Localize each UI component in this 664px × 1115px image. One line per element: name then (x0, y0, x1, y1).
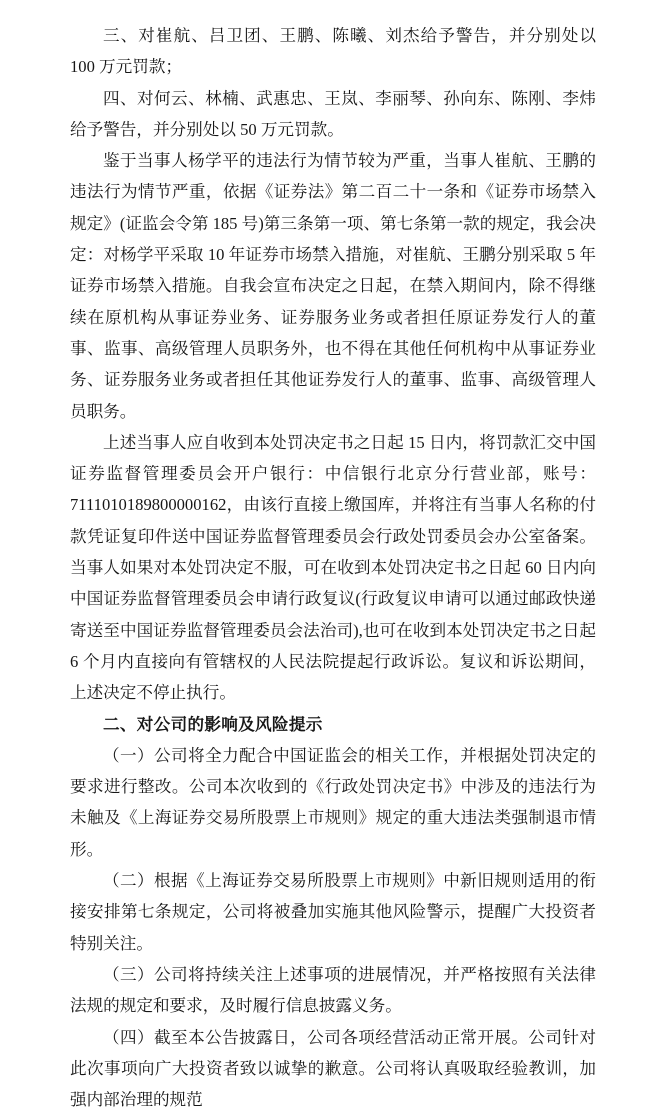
paragraph-impact-item-4: （四）截至本公告披露日，公司各项经营活动正常开展。公司针对此次事项向广大投资者致以诚挚的歉意。公司将认真吸取经验教训，加强内部治理的规范 (70, 1022, 596, 1115)
paragraph-impact-item-2: （二）根据《上海证券交易所股票上市规则》中新旧规则适用的衔接安排第七条规定，公司将被叠加实施其他风险警示，提醒广大投资者特别关注。 (70, 865, 596, 959)
document-text-body (70, 20, 596, 1115)
section-heading-company-impact: 二、对公司的影响及风险提示 (70, 709, 596, 740)
paragraph-payment-and-appeal: 上述当事人应自收到本处罚决定书之日起 15 日内，将罚款汇交中国证券监督管理委员会开户银行：中信银行北京分行营业部，账号：7111010189800000162，由该行直接上缴国库，并将注有当事人名称的付款凭证复印件送中国证券监督管理委员会行政处罚委员会办公室备案。当事人如果对本处罚决定不服，可在收到本处罚决定书之日起 60 日内向中国证券监督管理委员会申请行政复议(行政复议申请可以通过邮政快递寄送至中国证券监督管理委员会法治司),也可在收到本处罚决定书之日起 6 个月内直接向有管辖权的人民法院提起行政诉讼。复议和诉讼期间，上述决定不停止执行。 (70, 427, 596, 709)
paragraph-impact-item-1: （一）公司将全力配合中国证监会的相关工作，并根据处罚决定的要求进行整改。公司本次收到的《行政处罚决定书》中涉及的违法行为未触及《上海证券交易所股票上市规则》规定的重大违法类强制退市情形。 (70, 740, 596, 865)
paragraph-item-three: 三、对崔航、吕卫团、王鹏、陈曦、刘杰给予警告，并分别处以 100 万元罚款； (70, 20, 596, 83)
paragraph-impact-item-3: （三）公司将持续关注上述事项的进展情况，并严格按照有关法律法规的规定和要求，及时履行信息披露义务。 (70, 959, 596, 1022)
paragraph-item-four: 四、对何云、林楠、武惠忠、王岚、李丽琴、孙向东、陈刚、李炜给予警告，并分别处以 50 万元罚款。 (70, 83, 596, 146)
paragraph-market-ban-decision: 鉴于当事人杨学平的违法行为情节较为严重，当事人崔航、王鹏的违法行为情节严重，依据《证券法》第二百二十一条和《证券市场禁入规定》(证监会令第 185 号)第三条第一项、第七条第一款的规定，我会决定：对杨学平采取 10 年证券市场禁入措施，对崔航、王鹏分别采取 5 年证券市场禁入措施。自我会宣布决定之日起，在禁入期间内，除不得继续在原机构从事证券业务、证券服务业务或者担任原证券发行人的董事、监事、高级管理人员职务外，也不得在其他任何机构中从事证券业务、证券服务业务或者担任其他证券发行人的董事、监事、高级管理人员职务。 (70, 145, 596, 427)
